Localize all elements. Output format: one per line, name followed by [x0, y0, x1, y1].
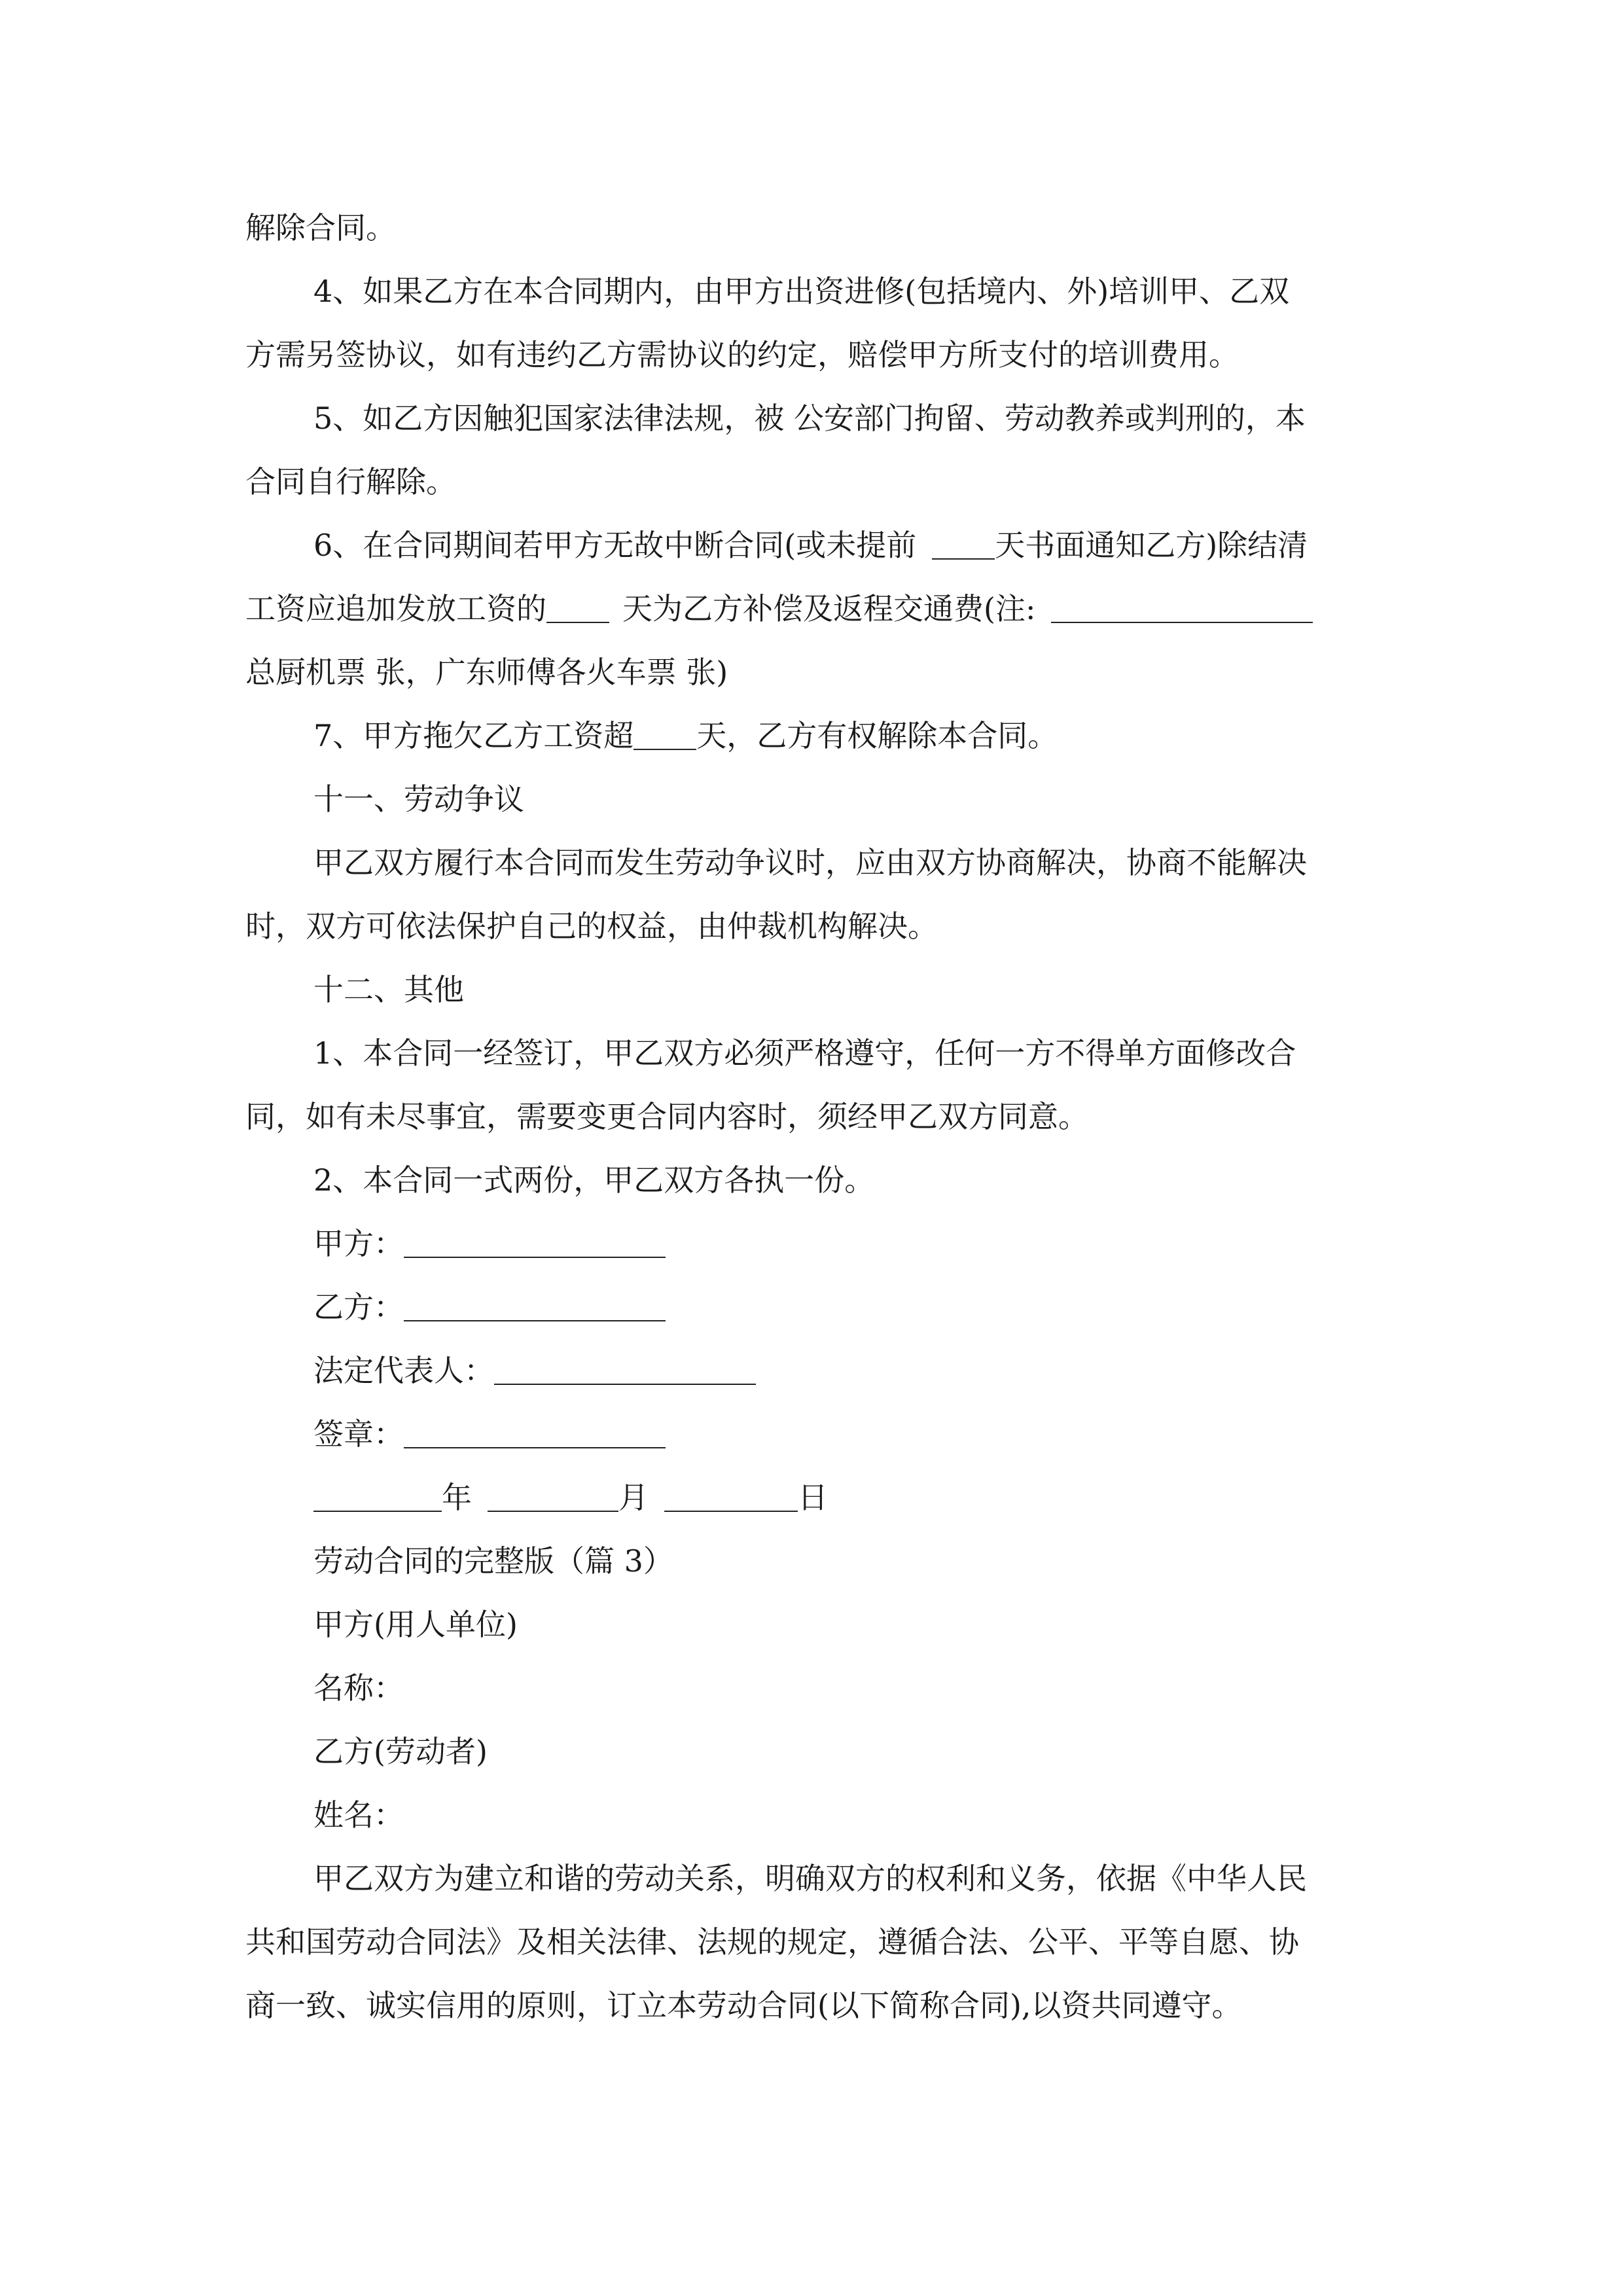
section-12-heading: 十二、其他: [313, 972, 464, 1007]
preamble-line-2: 共和国劳动合同法》及相关法律、法规的规定，遵循合法、公平、平等自愿、协: [245, 1924, 1299, 1960]
year-label: 年: [442, 1480, 472, 1515]
section-11-heading: 十一、劳动争议: [313, 781, 524, 817]
contract-3-title: 劳动合同的完整版（篇 3）: [313, 1543, 673, 1579]
day-blank: [664, 1484, 798, 1512]
signature-seal: [245, 1403, 1381, 1466]
seal-label: 签章：: [313, 1416, 404, 1452]
clause-7-line: [245, 704, 1381, 768]
clause-6-line-1: [245, 514, 1381, 577]
seal-blank: [404, 1421, 666, 1448]
document-body: [245, 196, 1381, 2037]
clause-7-text-b: 天，乙方有权解除本合同。: [696, 718, 1058, 753]
signature-date: [245, 1466, 1381, 1530]
day-label: 日: [798, 1480, 828, 1515]
employer-name-label: 名称：: [313, 1670, 404, 1706]
party-a-blank: [404, 1230, 666, 1258]
clause-6-text-b: 天书面通知乙方)除结清: [995, 528, 1308, 563]
section-11-line-1: 甲乙双方履行本合同而发生劳动争议时，应由双方协商解决，协商不能解决: [313, 845, 1307, 880]
year-blank: [313, 1484, 442, 1512]
signature-party-b: [245, 1276, 1381, 1339]
clause-4-line-2: 方需另签协议，如有违约乙方需协议的约定，赔偿甲方所支付的培训费用。: [245, 337, 1239, 372]
clause-6-text-d: 天为乙方补偿及返程交通费(注:: [622, 591, 1036, 626]
clause-5-line-1: 5、如乙方因触犯国家法律法规，被 公安部门拘留、劳动教养或判刑的，本: [313, 401, 1306, 436]
employee-name-label: 姓名：: [313, 1797, 404, 1833]
clause-6-text-a: 6、在合同期间若甲方无故中断合同(或未提前: [313, 528, 917, 563]
clause-6-text-c: 工资应追加发放工资的: [245, 591, 546, 626]
party-b-employee: 乙方(劳动者): [313, 1734, 488, 1769]
party-b-blank: [404, 1294, 666, 1321]
clause-6-line-3: 总厨机票 张，广东师傅各火车票 张): [245, 655, 728, 690]
legal-rep-blank: [494, 1357, 756, 1385]
text-line: 解除合同。: [245, 210, 396, 245]
clause-5-line-2: 合同自行解除。: [245, 464, 456, 499]
section-12-item-2: 2、本合同一式两份，甲乙双方各执一份。: [313, 1162, 875, 1198]
preamble-line-3: 商一致、诚实信用的原则，订立本劳动合同(以下简称合同),以资共同遵守。: [245, 1988, 1242, 2023]
clause-4-line-1: 4、如果乙方在本合同期内，由甲方出资进修(包括境内、外)培训甲、乙双: [313, 274, 1290, 309]
signature-party-a: [245, 1212, 1381, 1276]
clause-6-line-2: [245, 577, 1381, 641]
month-label: 月: [618, 1480, 649, 1515]
notice-days-blank: [932, 532, 995, 560]
month-blank: [488, 1484, 618, 1512]
note-blank: [1051, 596, 1313, 623]
clause-7-text-a: 7、甲方拖欠乙方工资超: [313, 718, 634, 753]
party-a-label: 甲方：: [313, 1226, 404, 1261]
compensation-days-blank: [546, 596, 609, 623]
signature-legal-rep: [245, 1339, 1381, 1403]
party-b-label: 乙方：: [313, 1289, 404, 1325]
legal-rep-label: 法定代表人：: [313, 1353, 494, 1388]
overdue-days-blank: [633, 723, 696, 750]
section-11-line-2: 时，双方可依法保护自己的权益，由仲裁机构解决。: [245, 908, 938, 944]
section-12-item-1-line-1: 1、本合同一经签订，甲乙双方必须严格遵守，任何一方不得单方面修改合: [313, 1035, 1296, 1071]
section-12-item-1-line-2: 同，如有未尽事宜，需要变更合同内容时，须经甲乙双方同意。: [245, 1099, 1088, 1134]
preamble-line-1: 甲乙双方为建立和谐的劳动关系，明确双方的权利和义务，依据《中华人民: [313, 1861, 1307, 1896]
party-a-employer: 甲方(用人单位): [313, 1607, 518, 1642]
